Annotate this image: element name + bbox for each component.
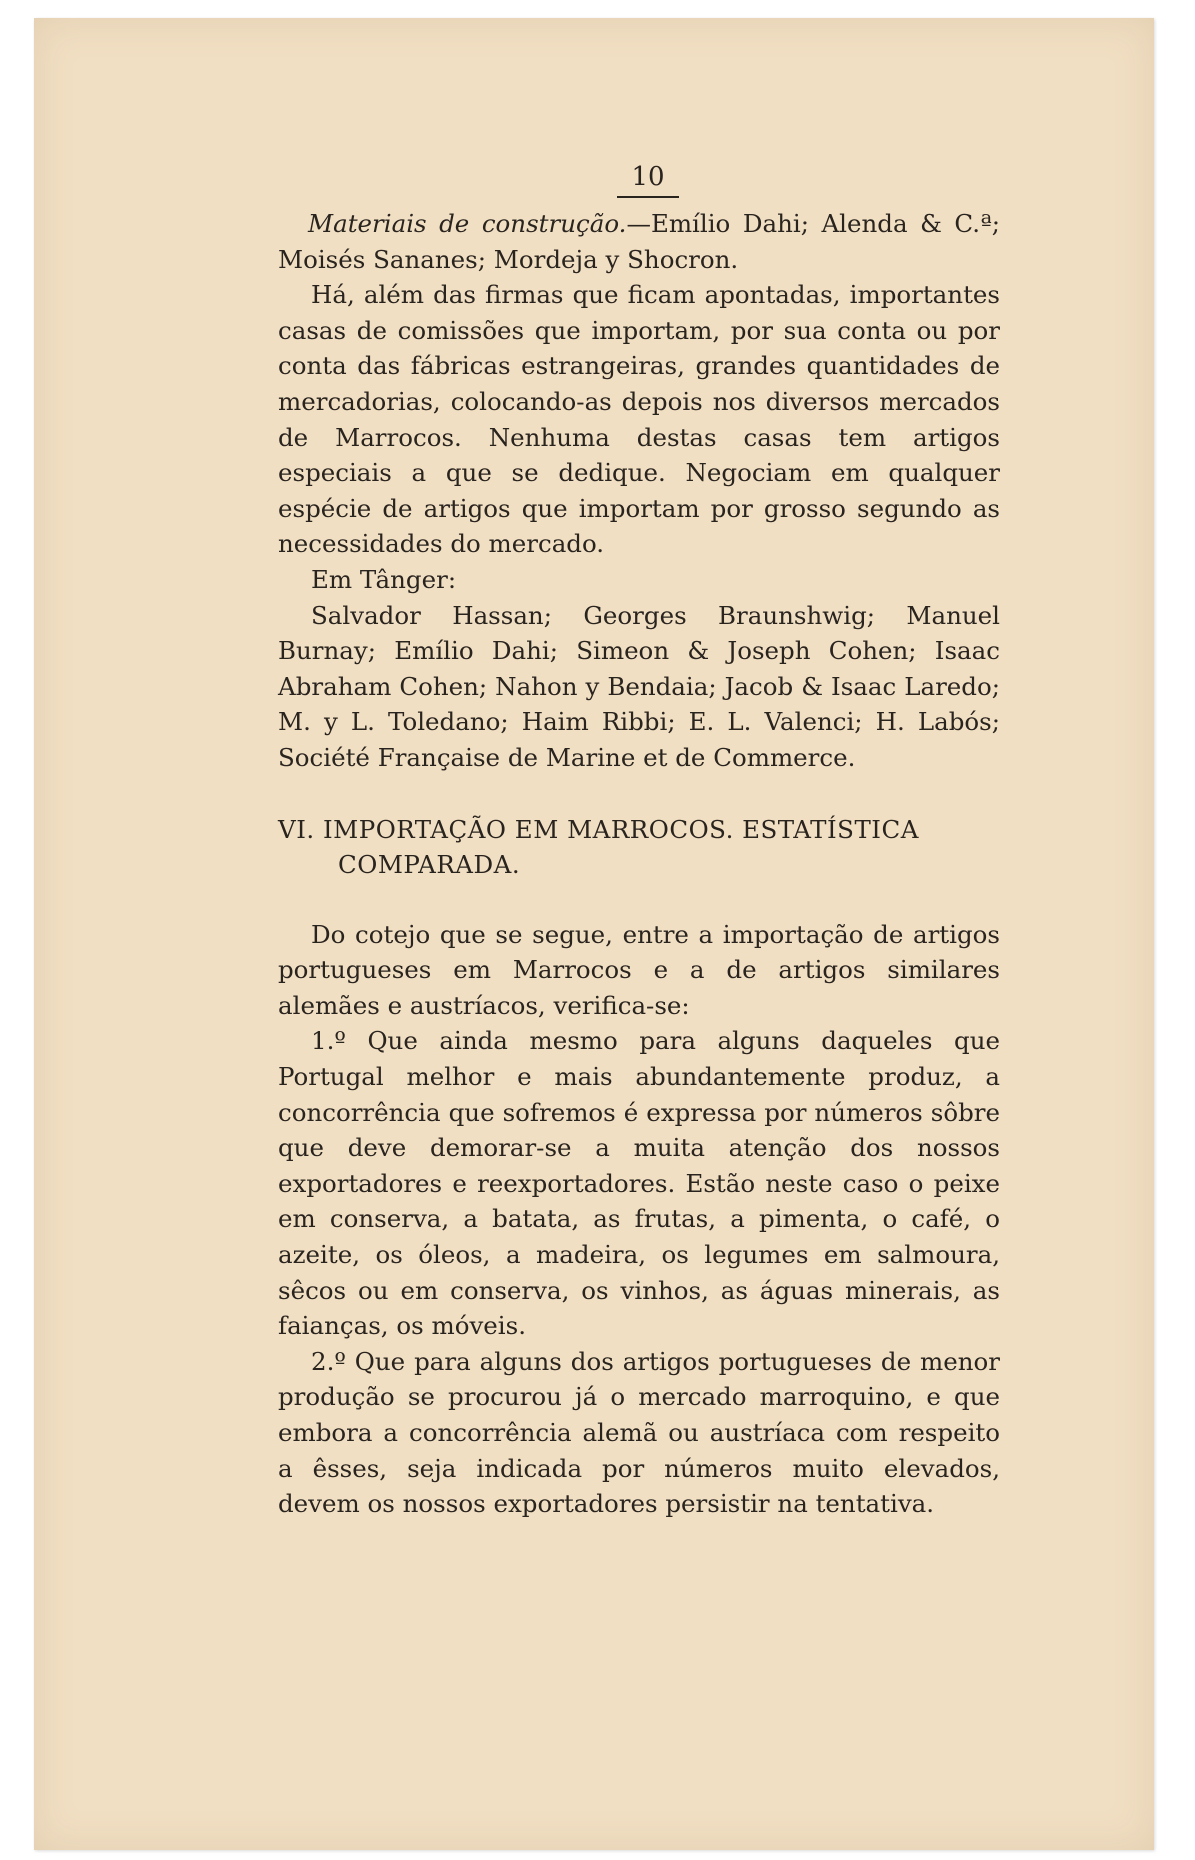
paragraph-materials-title: Materiais de construção. (308, 209, 627, 238)
page-number: 10 (278, 160, 1000, 198)
section-heading: VI. IMPORTAÇÃO EM MARROCOS. ESTATÍSTICA COMPARADA. (278, 814, 919, 880)
paragraph-materials (278, 206, 1000, 277)
paragraph-point-one: 1.º Que ainda mesmo para alguns daqueles que Portugal melhor e mais abundantemente produz, a concorrência que sofremos é expressa por números sôbre que deve demorar-se a muita atenção dos nossos exportadores e reexportadores. Estão neste caso o peixe em conserva, a batata, as frutas, a pimenta, o café, o azeite, os óleos, a madeira, os legumes em salmoura, sêcos ou em conserva, os vinhos, as águas minerais, as faianças, os móveis. (278, 1026, 1000, 1341)
paragraph-commission-houses: Há, além das firmas que ficam apontadas, importantes casas de comissões que importam, por sua conta ou por conta das fábricas estrangeiras, grandes quantidades de mercadorias, colocando-as depois nos diversos mercados de Marrocos. Nenhuma destas casas tem artigos especiais a que se dedique. Negociam em qualquer espécie de artigos que importam por grosso segundo as necessidades do mercado. (278, 280, 1000, 559)
paragraph-tangier-firms: Salvador Hassan; Georges Braunshwig; Manuel Burnay; Emílio Dahi; Simeon & Joseph Cohen; Isaac Abraham Cohen; Nahon y Bendaia; Jacob & Isaac Laredo; M. y L. Toledano; Haim Ribbi; E. L. Valenci; H. Labós; Société Française de Marine et de Commerce. (278, 600, 1000, 772)
paragraph-tangier-label: Em Tânger: (311, 564, 457, 594)
paragraph-point-two: 2.º Que para alguns dos artigos portugueses de menor produção se procurou já o mercado marroquino, e que embora a concorrência alemã ou austríaca com respeito a êsses, seja indicada por números muito elevados, devem os nossos exportadores persistir na tentativa. (278, 1346, 1000, 1519)
page-text (278, 160, 1000, 1522)
paragraph-comparison-intro: Do cotejo que se segue, entre a importação de artigos portugueses em Marrocos e a de artigos similares alemães e austríacos, verifica-se: (278, 919, 1000, 1020)
paragraph-materials-text: —Emílio Dahi; Alenda & C.ª; Moisés Sananes; Mordeja y Shocron. (278, 209, 1000, 274)
